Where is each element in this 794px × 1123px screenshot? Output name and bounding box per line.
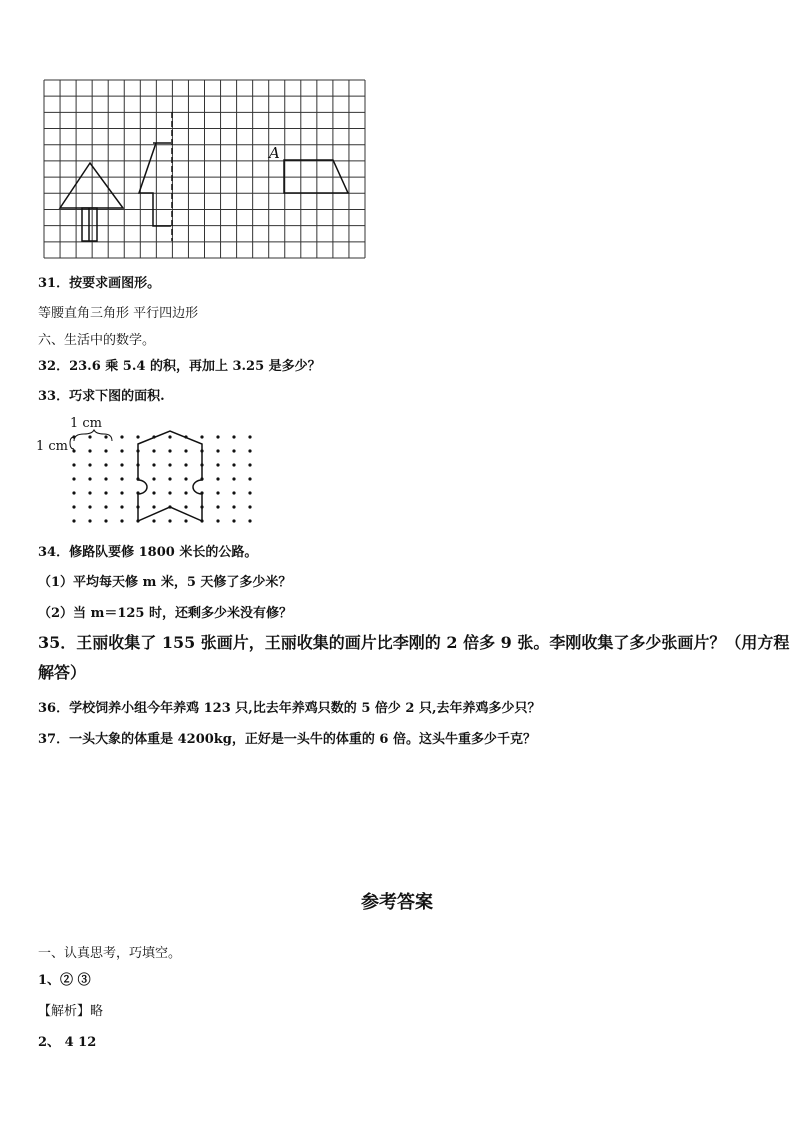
grid-dot: [72, 519, 75, 522]
question-35-line-2: 解答）: [38, 663, 87, 682]
grid-dot: [232, 491, 235, 494]
answers-title: 参考答案: [361, 892, 433, 913]
question-36: 36．学校饲养小组今年养鸡 123 只,比去年养鸡只数的 5 倍少 2 只,去年养鸡多少只？: [38, 701, 541, 716]
grid-dot: [232, 463, 235, 466]
grid-dot: [248, 435, 251, 438]
answer-1: 1、② ③: [38, 973, 91, 988]
grid-dot: [104, 449, 107, 452]
point-a-label: A: [269, 144, 280, 162]
grid-dot: [168, 449, 171, 452]
grid-dot: [104, 435, 107, 438]
dot-figure: [34, 413, 274, 531]
grid-dot: [200, 435, 203, 438]
grid-dot: [120, 449, 123, 452]
grid-dot: [152, 463, 155, 466]
grid-dot: [104, 491, 107, 494]
section-6-heading: 六、生活中的数学。: [38, 333, 156, 348]
grid-dot: [248, 463, 251, 466]
unit-label-top: 1 cm: [70, 416, 103, 431]
grid-dot: [232, 505, 235, 508]
grid-dot: [216, 505, 219, 508]
question-31: 31．按要求画图形。: [38, 276, 161, 291]
grid-dot: [184, 491, 187, 494]
triangle-shape: [60, 163, 123, 241]
grid-dot: [216, 435, 219, 438]
grid-dot: [72, 463, 75, 466]
question-34-part-2: （2）当 m＝125 时，还剩多少米没有修？: [38, 606, 292, 621]
grid-dot: [120, 519, 123, 522]
grid-dot: [232, 449, 235, 452]
grid-dot: [88, 505, 91, 508]
grid-dot: [104, 519, 107, 522]
grid-dot: [120, 477, 123, 480]
grid-dot: [184, 519, 187, 522]
grid-dot: [168, 477, 171, 480]
grid-dot: [120, 435, 123, 438]
grid-dot: [168, 435, 171, 438]
grid-dot: [184, 505, 187, 508]
question-33: 33．巧求下图的面积.: [38, 389, 165, 404]
grid-dot: [184, 463, 187, 466]
trapezoid-shape: [284, 160, 348, 193]
grid-dot: [104, 477, 107, 480]
grid-dot: [216, 449, 219, 452]
grid-dot: [104, 505, 107, 508]
grid-dot: [120, 505, 123, 508]
grid-dot: [248, 477, 251, 480]
grid-dot: [168, 463, 171, 466]
grid-dot: [184, 449, 187, 452]
grid-dot: [232, 519, 235, 522]
grid-dot: [88, 449, 91, 452]
question-37: 37．一头大象的体重是 4200kg，正好是一头牛的体重的 6 倍。这头牛重多少千克？: [38, 732, 536, 747]
grid-dot: [216, 519, 219, 522]
unit-label-left: 1 cm: [36, 439, 69, 454]
question-32: 32．23.6 乘 5.4 的积，再加上 3.25 是多少？: [38, 359, 321, 374]
grid-dot: [88, 463, 91, 466]
grid-dot: [88, 435, 91, 438]
grid-dot: [248, 519, 251, 522]
grid-dot: [72, 505, 75, 508]
grid-dot: [232, 477, 235, 480]
answers-section-1: 一、认真思考，巧填空。: [38, 946, 182, 961]
answer-2: 2、 4 12: [38, 1035, 97, 1050]
grid-figure: [38, 76, 370, 260]
half-parallelogram-shape: [139, 143, 171, 226]
puzzle-shape: [138, 431, 202, 521]
grid-dot: [152, 477, 155, 480]
answer-1-note: 【解析】略: [38, 1004, 104, 1019]
grid-dot: [88, 477, 91, 480]
grid-dot: [216, 463, 219, 466]
grid-dot: [72, 449, 75, 452]
grid-dot: [104, 463, 107, 466]
grid-dot: [168, 519, 171, 522]
grid-dot: [72, 491, 75, 494]
grid-dot: [216, 491, 219, 494]
grid-dot: [216, 477, 219, 480]
grid-dot: [248, 449, 251, 452]
question-31-sub: 等腰直角三角形 平行四边形: [38, 306, 199, 321]
grid-lines: [44, 80, 365, 258]
grid-dot: [152, 449, 155, 452]
grid-dot: [88, 491, 91, 494]
question-34-part-1: （1）平均每天修 m 米，5 天修了多少米？: [38, 575, 292, 590]
grid-dot: [88, 519, 91, 522]
grid-dot: [184, 477, 187, 480]
grid-dot: [168, 491, 171, 494]
grid-dot: [120, 491, 123, 494]
grid-dot: [248, 491, 251, 494]
grid-dot: [152, 505, 155, 508]
question-34: 34．修路队要修 1800 米长的公路。: [38, 545, 258, 560]
grid-dot: [120, 463, 123, 466]
grid-dot: [152, 491, 155, 494]
grid-dot: [152, 519, 155, 522]
grid-dot: [72, 477, 75, 480]
dot-array: [72, 435, 251, 522]
question-35-line-1: 35．王丽收集了 155 张画片，王丽收集的画片比李刚的 2 倍多 9 张。李刚收集了多少张画片？（用方程: [38, 633, 790, 652]
grid-dot: [232, 435, 235, 438]
grid-dot: [136, 435, 139, 438]
unit-left-brace: [70, 437, 74, 449]
grid-dot: [248, 505, 251, 508]
